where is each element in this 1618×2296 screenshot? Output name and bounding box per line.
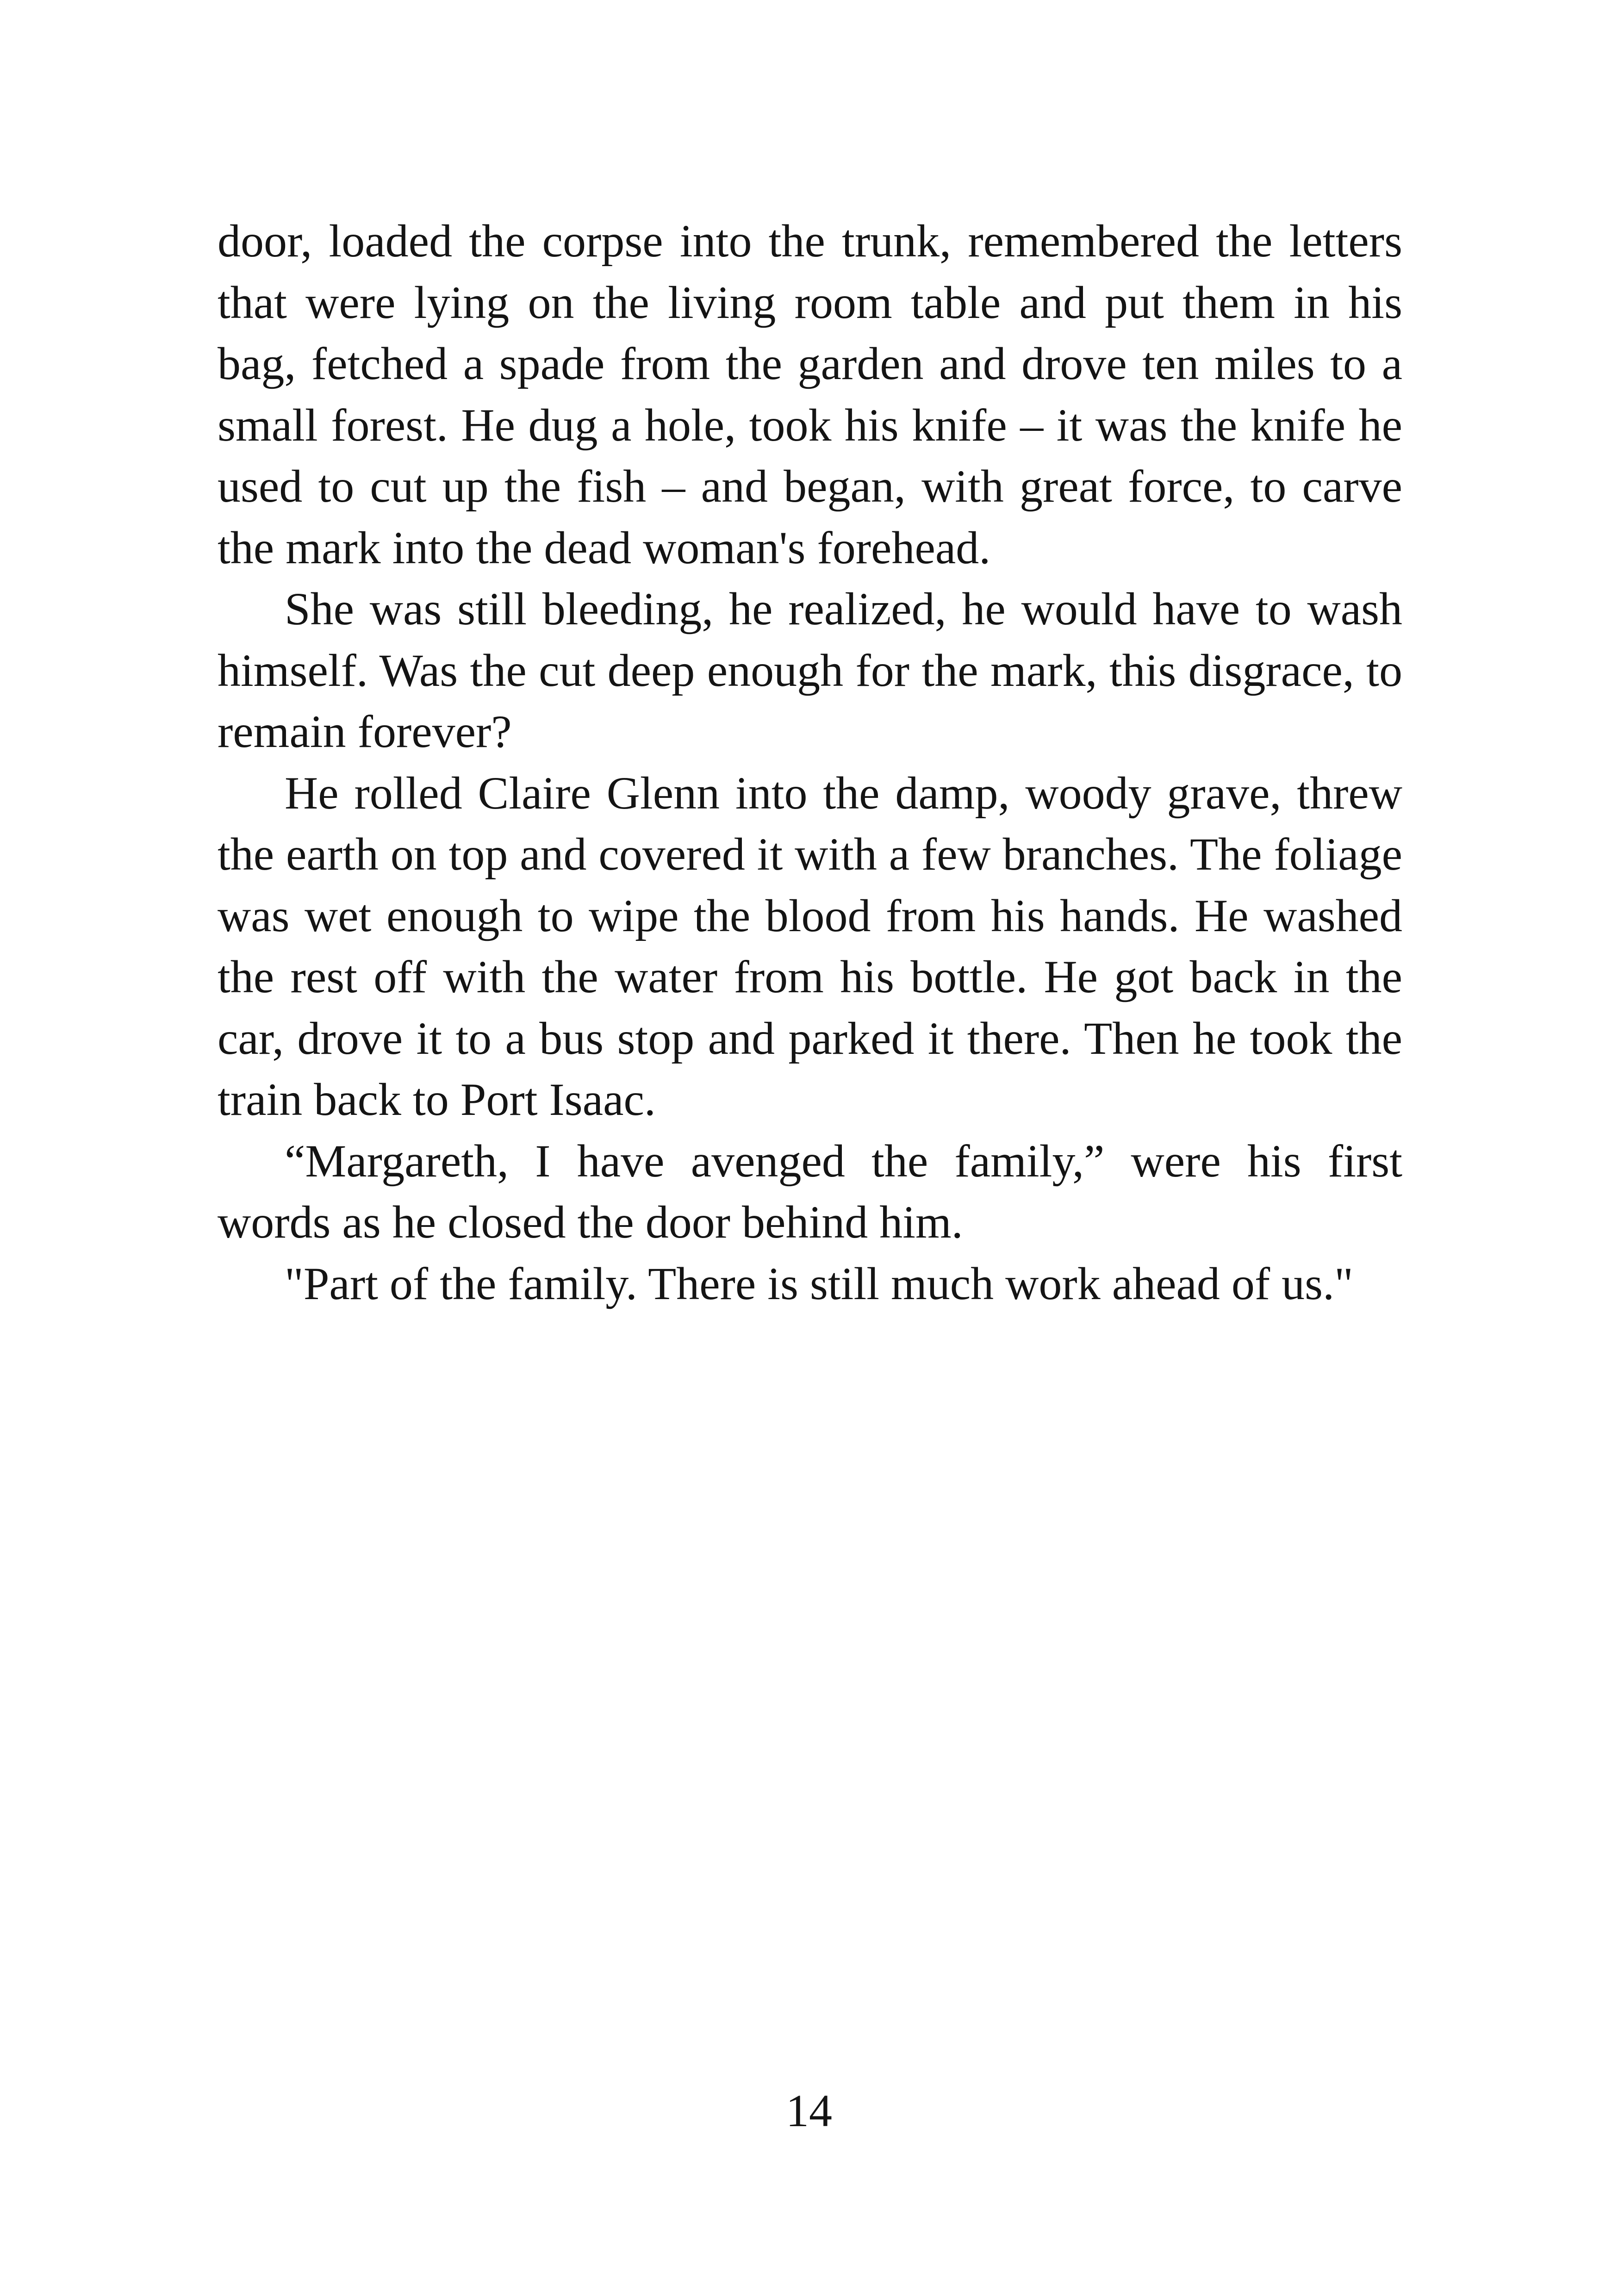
page-number: 14: [786, 2085, 832, 2136]
paragraph: “Margareth, I have avenged the family,” were his first words as he closed the door behind him.: [218, 1135, 1402, 1248]
paragraph: He rolled Claire Glenn into the damp, woody grave, threw the earth on top and covered it with a few branches. The foliage was wet enough to wipe the blood from his hands. He washed the rest off with the water from his bottle. He got back in the car, drove it to a bus stop and parked it there. Then he took the train back to Port Isaac.: [218, 767, 1402, 1125]
paragraph: "Part of the family. There is still much work ahead of us.": [285, 1257, 1353, 1309]
paragraph-continued: door, loaded the corpse into the trunk, remembered the letters that were lying on the living room table and put them in his bag, fetched a spade from the garden and drove ten miles to a small forest. He dug a hole, took his knife – it was the knife he used to cut up the fish – and began, with great force, to carve the mark into the dead woman's forehead.: [218, 215, 1402, 573]
body-text: [218, 211, 1402, 1314]
paragraph: She was still bleeding, he realized, he would have to wash himself. Was the cut deep enough for the mark, this disgrace, to remain forever?: [218, 583, 1402, 757]
